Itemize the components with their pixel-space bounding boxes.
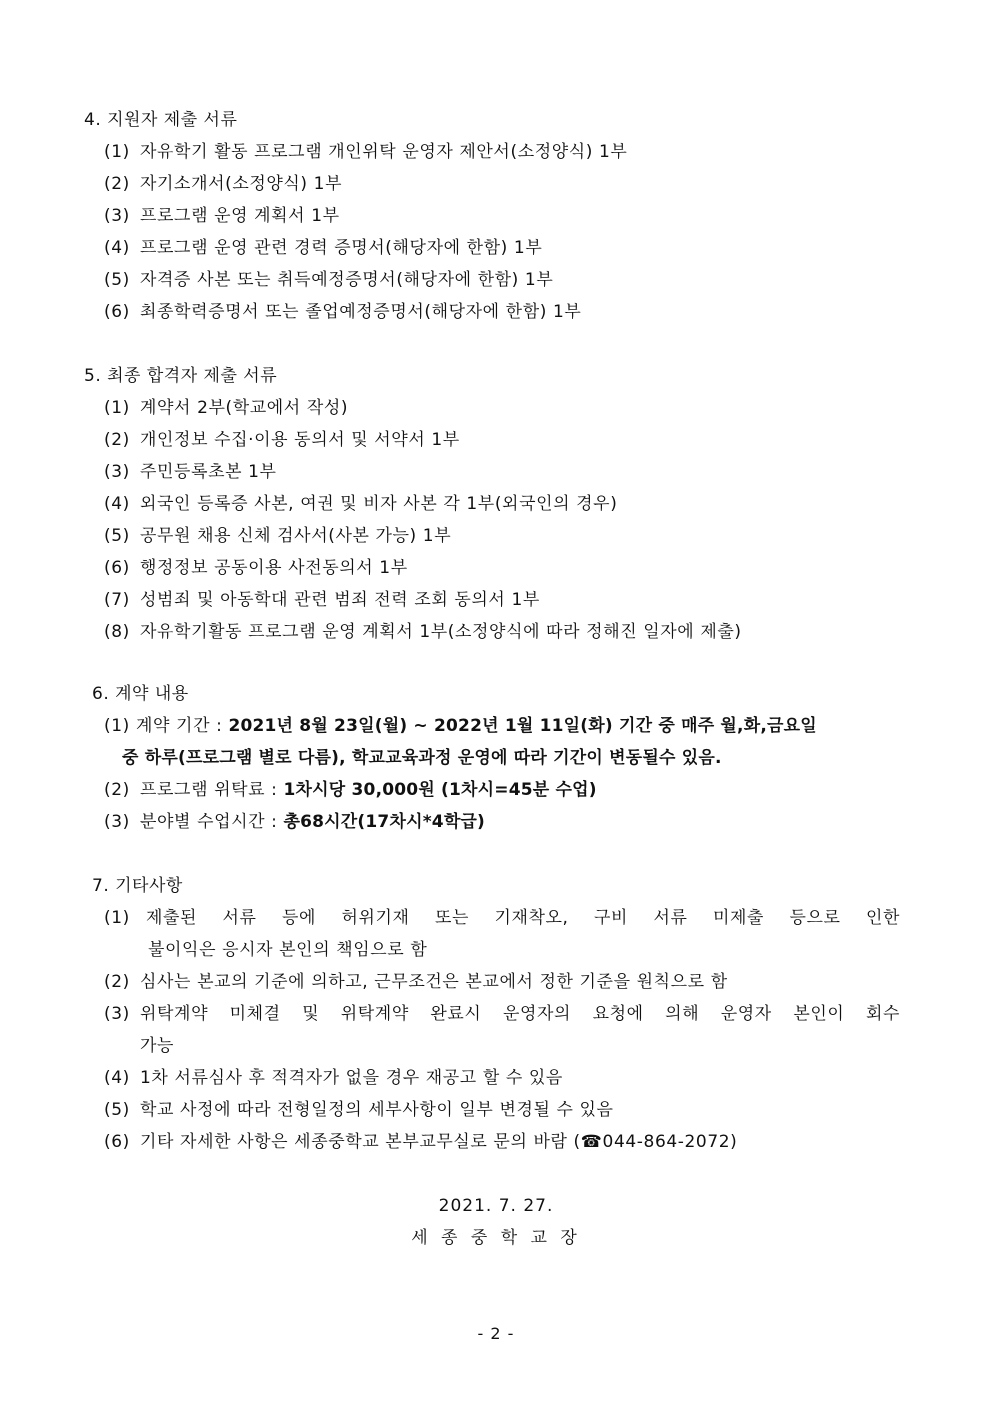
item-text: 1차 서류심사 후 적격자가 없을 경우 재공고 할 수 있음 [140, 1068, 563, 1088]
item-number: (3) [104, 812, 130, 832]
section-heading: 4. 지원자 제출 서류 [84, 110, 238, 130]
item-text: 학교 사정에 따라 전형일정의 세부사항이 일부 변경될 수 있음 [140, 1100, 614, 1120]
list-item [104, 710, 992, 742]
list-item [104, 520, 992, 552]
list-item [104, 584, 992, 616]
list-item [104, 232, 992, 264]
list-item [104, 998, 900, 1030]
item-text: 위탁계약 미체결 및 위탁계약 완료시 운영자의 요청에 의해 운영자 본인이 회수 [140, 1004, 900, 1024]
item-label: 계약 기간 : [136, 716, 229, 736]
item-number: (8) [104, 622, 130, 642]
item-label: 분야별 수업시간 : [140, 812, 284, 832]
list-item [104, 1094, 992, 1126]
list-item [104, 774, 992, 806]
item-number: (6) [104, 558, 130, 578]
list-item [104, 488, 992, 520]
item-number: (5) [104, 1100, 130, 1120]
item-number: (4) [104, 1068, 130, 1088]
list-item [104, 456, 992, 488]
item-number: (6) [104, 302, 130, 322]
phone-icon: ☎ [580, 1132, 603, 1152]
item-number: (3) [104, 462, 130, 482]
item-text: 외국인 등록증 사본, 여권 및 비자 사본 각 1부(외국인의 경우) [140, 494, 618, 514]
contact-phone: 044-864-2072) [602, 1132, 738, 1152]
list-item [104, 424, 992, 456]
item-text: 제출된 서류 등에 허위기재 또는 기재착오, 구비 서류 미제출 등으로 인한 [146, 908, 900, 928]
item-text: 자유학기활동 프로그램 운영 계획서 1부(소정양식에 따라 정해진 일자에 제출) [140, 622, 742, 642]
program-fee-value: 1차시당 30,000원 (1차시=45분 수업) [283, 780, 597, 800]
section-contract-details [0, 678, 992, 838]
list-item [104, 200, 992, 232]
item-text: 심사는 본교의 기준에 의하고, 근무조건은 본교에서 정한 기준을 원칙으로 함 [140, 972, 728, 992]
contract-period-value: 2021년 8월 23일(월) ~ 2022년 1월 11일(화) 기간 중 매주 월,화,금요일 [228, 716, 817, 736]
signature-line: 세 종 중 학 교 장 [411, 1228, 581, 1248]
list-item [104, 168, 992, 200]
list-item [104, 552, 992, 584]
list-item-continuation: 중 하루(프로그램 별로 다름), 학교교육과정 운영에 따라 기간이 변동될수 있음. [122, 748, 722, 768]
item-text: 자유학기 활동 프로그램 개인위탁 운영자 제안서(소정양식) 1부 [140, 142, 628, 162]
item-number: (3) [104, 1004, 130, 1024]
list-item [104, 902, 900, 934]
item-number: (3) [104, 206, 130, 226]
item-number: (4) [104, 238, 130, 258]
item-number: (2) [104, 430, 130, 450]
item-number: (2) [104, 972, 130, 992]
item-number: (2) [104, 780, 130, 800]
section-heading: 5. 최종 합격자 제출 서류 [84, 366, 278, 386]
item-number: (7) [104, 590, 130, 610]
list-item-continuation: 불이익은 응시자 본인의 책임으로 함 [148, 940, 428, 960]
list-item-continuation: 가능 [140, 1036, 175, 1056]
item-label: 프로그램 위탁료 : [140, 780, 284, 800]
item-text: 프로그램 운영 계획서 1부 [140, 206, 340, 226]
list-item [104, 616, 992, 648]
item-number: (5) [104, 526, 130, 546]
list-item [104, 1126, 992, 1158]
item-text: 자격증 사본 또는 취득예정증명서(해당자에 한함) 1부 [140, 270, 554, 290]
item-text: 성범죄 및 아동학대 관련 범죄 전력 조회 동의서 1부 [140, 590, 540, 610]
list-item [104, 1062, 992, 1094]
item-number: (2) [104, 174, 130, 194]
class-hours-value: 총68시간(17차시*4학급) [283, 812, 486, 832]
item-text: 공무원 채용 신체 검사서(사본 가능) 1부 [140, 526, 452, 546]
section-heading: 7. 기타사항 [92, 876, 183, 896]
page-number: - 2 - [477, 1324, 515, 1343]
item-text: 최종학력증명서 또는 졸업예정증명서(해당자에 한함) 1부 [140, 302, 582, 322]
item-text: 행정정보 공동이용 사전동의서 1부 [140, 558, 408, 578]
item-number: (5) [104, 270, 130, 290]
item-number: (6) [104, 1132, 130, 1152]
item-number: (1) [104, 716, 130, 736]
document-date: 2021. 7. 27. [438, 1196, 554, 1216]
list-item [104, 136, 992, 168]
list-item [104, 806, 992, 838]
section-heading: 6. 계약 내용 [92, 684, 189, 704]
section-other-notes [0, 870, 992, 1158]
item-number: (1) [104, 908, 130, 928]
item-text: 자기소개서(소정양식) 1부 [140, 174, 343, 194]
item-text: 계약서 2부(학교에서 작성) [140, 398, 349, 418]
item-number: (1) [104, 142, 130, 162]
section-applicant-documents [0, 104, 992, 328]
item-text: 개인정보 수집·이용 동의서 및 서약서 1부 [140, 430, 460, 450]
list-item [104, 966, 992, 998]
item-number: (4) [104, 494, 130, 514]
item-text: 주민등록초본 1부 [140, 462, 277, 482]
list-item [104, 296, 992, 328]
list-item [104, 264, 992, 296]
item-number: (1) [104, 398, 130, 418]
item-text: 기타 자세한 사항은 세종중학교 본부교무실로 문의 바람 ( [140, 1132, 581, 1152]
item-text: 프로그램 운영 관련 경력 증명서(해당자에 한함) 1부 [140, 238, 543, 258]
section-final-candidate-documents [0, 360, 992, 648]
list-item [104, 392, 992, 424]
